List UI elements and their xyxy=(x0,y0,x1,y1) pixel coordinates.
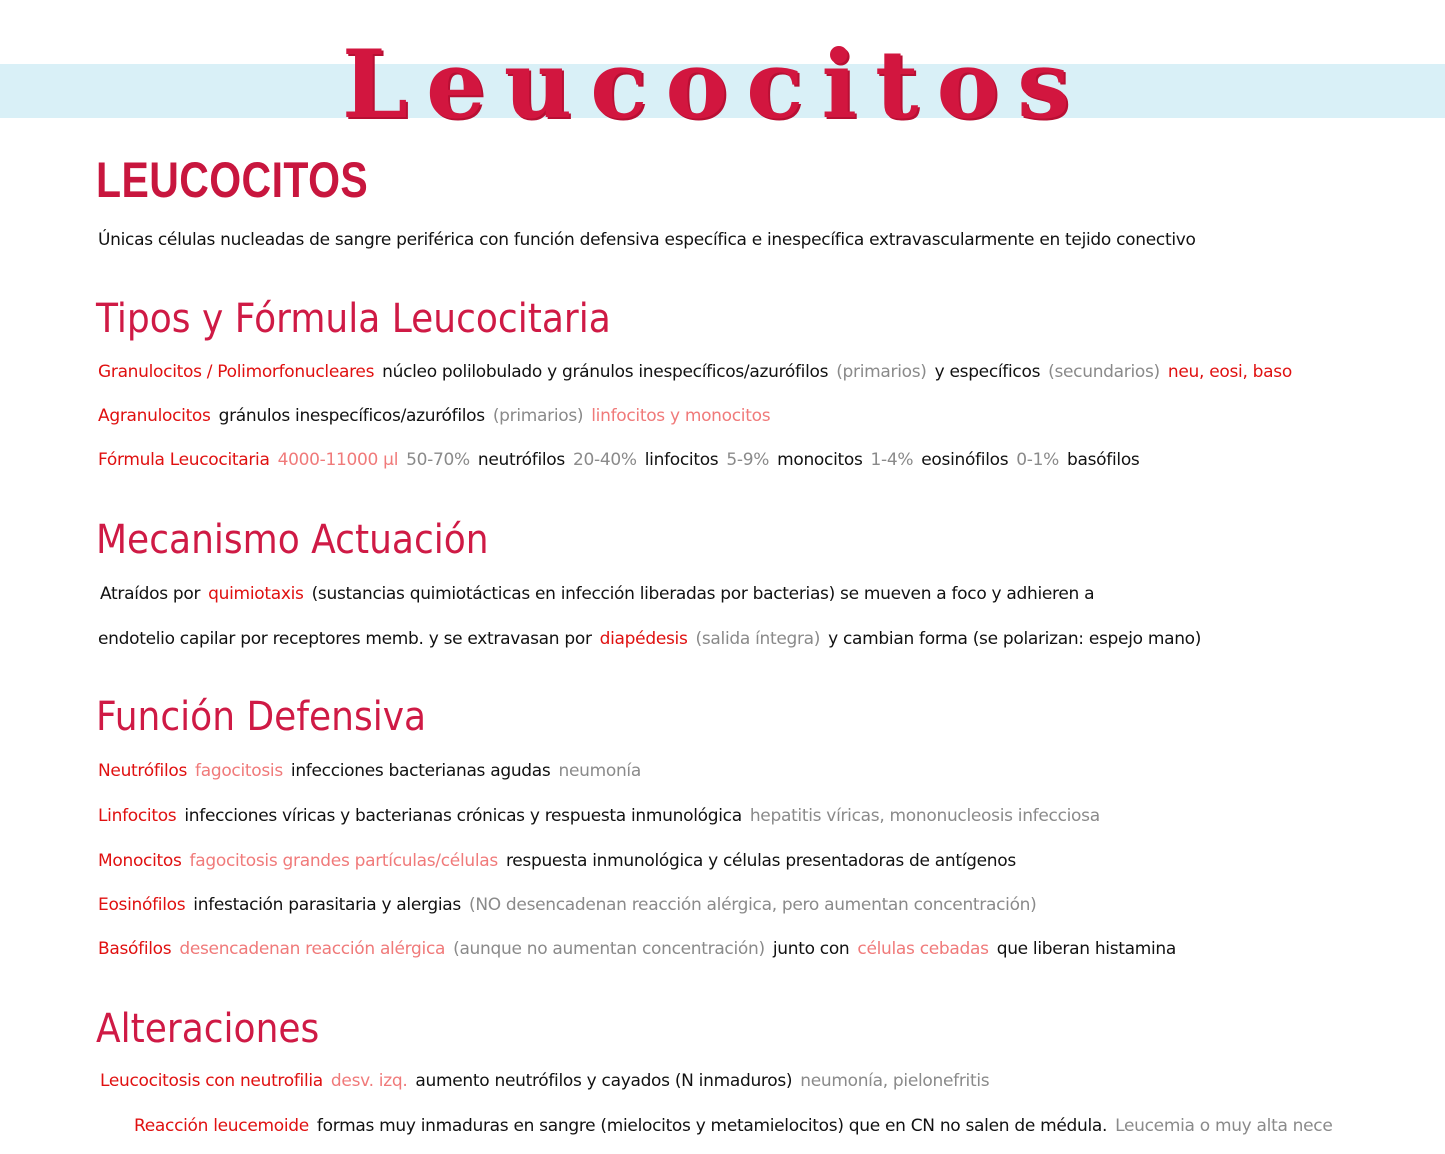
tipos-line-formula: Fórmula Leucocitaria 4000-11000 µl 50-70% neutrófilos 20-40% linfocitos 5-9% monocitos 1-4% eosinófilos 0-1% basófilos xyxy=(98,450,1140,470)
tipos-line-agranulocitos: Agranulocitos gránulos inespecíficos/azurófilos (primarios) linfocitos y monocitos xyxy=(98,406,771,426)
term-leucocitosis: Leucocitosis con neutrofilia xyxy=(100,1071,323,1091)
term-monocitos: Monocitos xyxy=(98,851,182,871)
banner-title: Leucocitos xyxy=(341,30,1089,140)
section-title-mecanismo: Mecanismo Actuación xyxy=(96,517,489,563)
funcion-line-basofilos: Basófilos desencadenan reacción alérgica (aunque no aumentan concentración) junto con células cebadas que liberan histamina xyxy=(98,939,1177,959)
alteraciones-line-leucemoide: Reacción leucemoide formas muy inmaduras en sangre (mielocitos y metamielocitos) que en CN no salen de médula. Leucemia o muy alta nece xyxy=(134,1116,1333,1136)
term-formula: Fórmula Leucocitaria xyxy=(98,450,270,470)
intro-text: Únicas células nucleadas de sangre periférica con función defensiva específica e inespecífica extravascularmente en tejido conectivo xyxy=(98,230,1196,250)
alteraciones-line-leucocitosis: Leucocitosis con neutrofilia desv. izq. aumento neutrófilos y cayados (N inmaduros) neumonía, pielonefritis xyxy=(100,1071,990,1091)
term-basofilos: Basófilos xyxy=(98,939,172,959)
mecanismo-line-1: Atraídos por quimiotaxis (sustancias quimiotácticas en infección liberadas por bacterias) se mueven a foco y adhieren a xyxy=(100,584,1095,604)
section-title-alteraciones: Alteraciones xyxy=(96,1006,320,1052)
funcion-line-eosinofilos: Eosinófilos infestación parasitaria y alergias (NO desencadenan reacción alérgica, pero aumentan concentración) xyxy=(98,895,1037,915)
term-linfocitos: Linfocitos xyxy=(98,806,177,826)
section-title-tipos: Tipos y Fórmula Leucocitaria xyxy=(96,296,611,342)
section-title-funcion: Función Defensiva xyxy=(96,694,427,740)
term-agranulocitos: Agranulocitos xyxy=(98,406,211,426)
term-eosinofilos: Eosinófilos xyxy=(98,895,186,915)
page-heading: LEUCOCITOS xyxy=(96,152,369,208)
term-granulocitos: Granulocitos / Polimorfonucleares xyxy=(98,362,375,382)
funcion-line-monocitos: Monocitos fagocitosis grandes partículas/células respuesta inmunológica y células presentadoras de antígenos xyxy=(98,851,1016,871)
term-reaccion-leucemoide: Reacción leucemoide xyxy=(134,1116,309,1136)
term-neutrofilos: Neutrófilos xyxy=(98,761,188,781)
funcion-line-linfocitos: Linfocitos infecciones víricas y bacterianas crónicas y respuesta inmunológica hepatitis víricas, mononucleosis infecciosa xyxy=(98,806,1100,826)
mecanismo-line-2: endotelio capilar por receptores memb. y se extravasan por diapédesis (salida íntegra) y cambian forma (se polarizan: espejo mano) xyxy=(98,629,1202,649)
tipos-line-granulocitos: Granulocitos / Polimorfonucleares núcleo polilobulado y gránulos inespecíficos/azurófilos (primarios) y específicos (secundarios) neu, eosi, baso xyxy=(98,362,1292,382)
funcion-line-neutrofilos: Neutrófilos fagocitosis infecciones bacterianas agudas neumonía xyxy=(98,761,641,781)
